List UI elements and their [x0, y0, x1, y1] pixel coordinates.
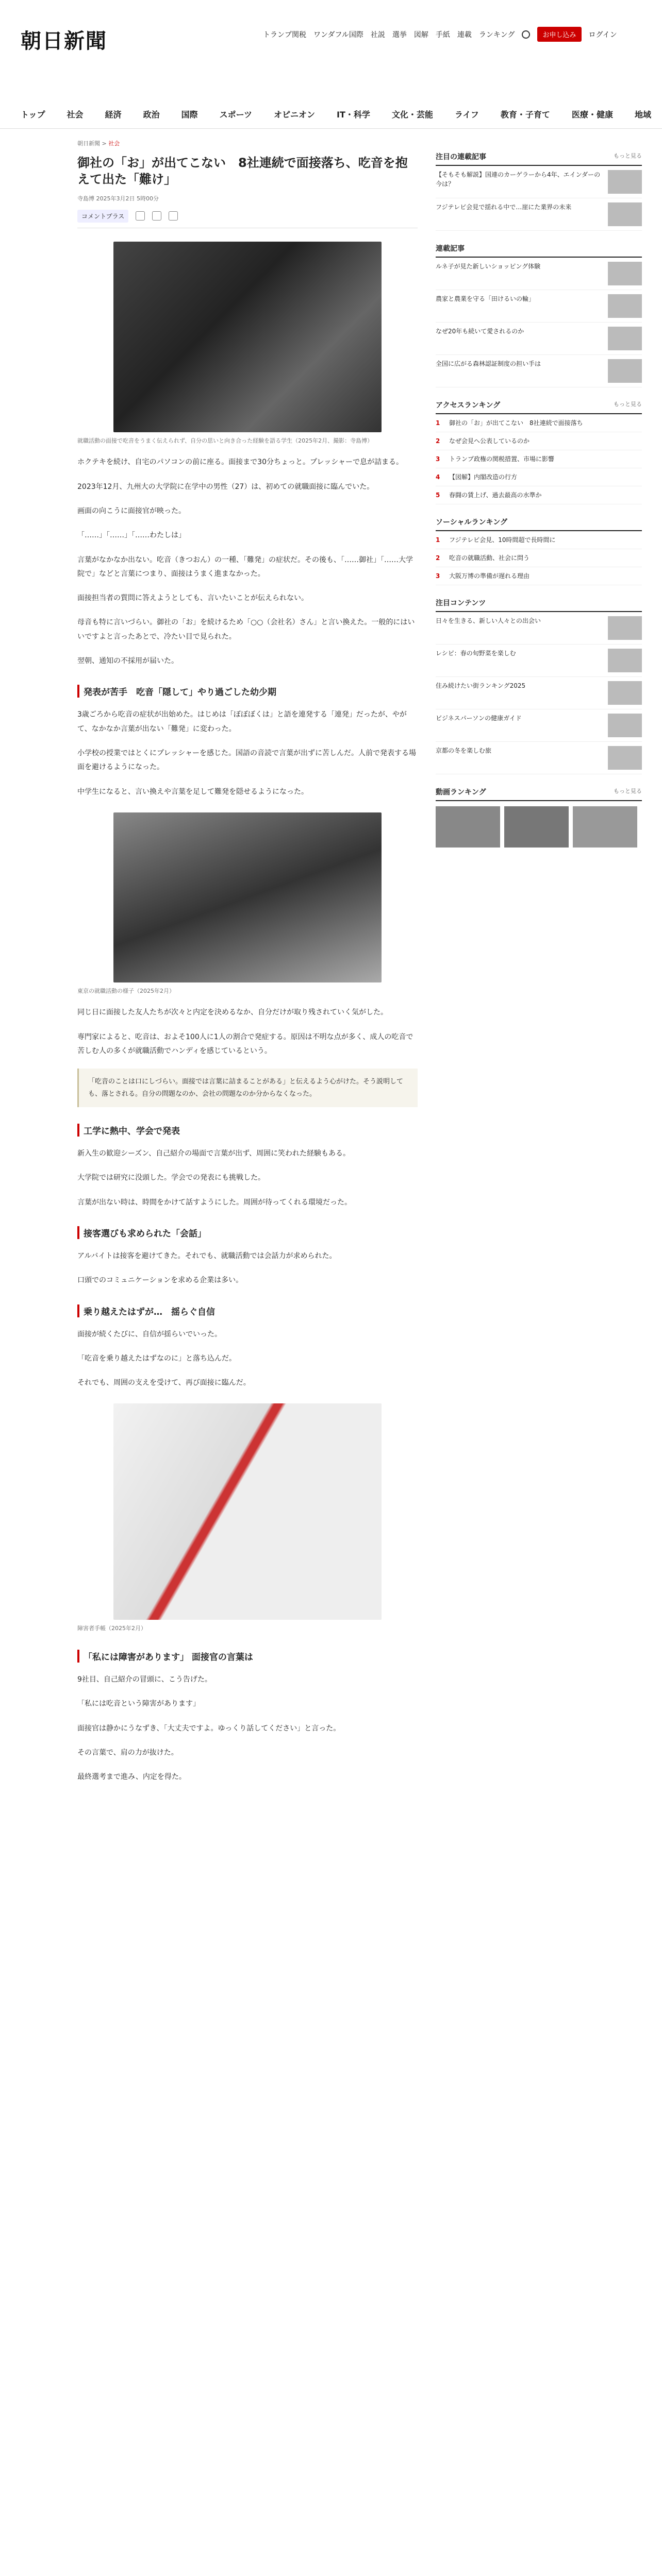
sidebar-item-label: 【そもそも解説】国連のカーゲラーから4年、エインダーの今は？ — [436, 171, 601, 188]
video-thumbnail[interactable] — [573, 806, 637, 848]
sidebar-item-label: ルネ子が見た新しいショッピング体験 — [436, 263, 541, 270]
sidebar-heading-label: ソーシャルランキング — [436, 518, 508, 527]
ranking-item[interactable] — [436, 468, 642, 486]
nav-item[interactable]: 文化・芸能 — [391, 110, 433, 120]
paragraph: ホクテキを続け、自宅のパソコンの前に座る。面接まで30分ちょっと。プレッシャーで息が詰まる。 — [77, 458, 403, 467]
sidebar-heading-label: 連載記事 — [436, 245, 465, 253]
paragraph: 「吃音を乗り越えたはずなのに」と落ち込んだ。 — [77, 1354, 236, 1363]
article-toolbar — [77, 210, 418, 228]
more-link[interactable]: もっと見る — [614, 788, 642, 794]
sidebar-heading — [436, 400, 642, 414]
subscribe-button[interactable]: お申し込み — [537, 27, 581, 42]
sidebar-heading-label: 注目の連載記事 — [436, 153, 486, 161]
paragraph: 画面の向こうに面接官が映った。 — [77, 506, 186, 515]
paragraph: 新入生の歓迎シーズン、自己紹介の場面で言葉が出ず、周囲に笑われた経験もある。 — [77, 1149, 351, 1158]
ranking-label: 御社の「お」が出てこない 8社連続で面接落ち — [449, 419, 583, 427]
sidebar-item-label: 全国に広がる森林認証制度の担い手は — [436, 360, 541, 367]
sidebar-item-label: フジテレビ会見で揺れる中で…崖にた業界の未来 — [436, 204, 572, 211]
sidebar-item[interactable] — [436, 355, 642, 387]
top-link[interactable]: 社説 — [370, 30, 385, 39]
bookmark-icon[interactable] — [152, 211, 161, 221]
paragraph: 母音も特に言いづらい。御社の「お」を続けるため「○○（会社名）さん」と言い換えた。一般的にはいいですよと言ったあとで、冷たい目で見られた。 — [77, 618, 415, 641]
paragraph: 同じ日に面接した友人たちが次々と内定を決めるなか、自分だけが取り残されていく気がした。 — [77, 1008, 388, 1017]
nav-item[interactable]: 国際 — [181, 110, 198, 120]
share-icon[interactable] — [136, 211, 145, 221]
rank-number: 1 — [436, 419, 440, 427]
thumbnail — [608, 616, 642, 640]
nav-item[interactable]: トップ — [21, 110, 45, 120]
rank-number: 3 — [436, 455, 440, 463]
sidebar-item[interactable] — [436, 290, 642, 323]
rank-number: 2 — [436, 437, 440, 445]
paragraph: 言葉が出ない時は、時間をかけて話すようにした。周囲が待ってくれる環境だった。 — [77, 1198, 352, 1207]
ranking-item[interactable] — [436, 531, 642, 549]
more-link[interactable]: もっと見る — [614, 401, 642, 408]
sidebar-item-label: 農家と農業を守る「田けるいの輪」 — [436, 295, 535, 302]
thumbnail — [608, 294, 642, 318]
sidebar-item[interactable] — [436, 677, 642, 709]
ranking-label: 【図解】内閣改造の行方 — [449, 473, 518, 481]
paragraph: 中学生になると、言い換えや言葉を足して難発を隠せるようになった。 — [77, 787, 308, 796]
paragraph: 専門家によると、吃音は、およそ100人に1人の割合で発症する。原因は不明な点が多く、成人の吃音で苦しむ人の多くが就職活動でハンディを感じているという。 — [77, 1032, 413, 1056]
sidebar-item[interactable] — [436, 612, 642, 645]
section-heading: 「私には障害があります」 面接官の言葉は — [77, 1650, 418, 1663]
breadcrumb-section[interactable]: 社会 — [108, 140, 120, 147]
paragraph: 面接が続くたびに、自信が揺らいでいった。 — [77, 1330, 222, 1338]
sidebar-item-label: 住み続けたい街ランキング2025 — [436, 682, 526, 689]
sidebar-heading — [436, 151, 642, 166]
ranking-label: トランプ政権の関税措置、市場に影響 — [449, 455, 555, 463]
paragraph: 「私には吃音という障害があります」 — [77, 1700, 200, 1708]
sidebar-heading-label: 動画ランキング — [436, 788, 486, 796]
thumbnail — [608, 170, 642, 194]
thumbnail — [608, 714, 642, 737]
sidebar-heading — [436, 787, 642, 801]
pull-quote: 「吃音のことは口にしづらい。面接では言葉に詰まることがある」と伝えるよう心がけた。そう説明しても、落とされる。自分の問題なのか、会社の問題なのか分からなくなった。 — [77, 1069, 418, 1107]
thumbnail — [608, 746, 642, 770]
paragraph: 口頭でのコミュニケーションを求める企業は多い。 — [77, 1276, 243, 1285]
thumbnail — [608, 262, 642, 285]
photo-caption: 東京の就職活動の様子（2025年2月） — [77, 987, 175, 994]
paragraph: 2023年12月、九州大の大学院に在学中の男性（27）は、初めての就職面接に臨んでいた。 — [77, 482, 374, 491]
ranking-label: 吃音の就職活動、社会に問う — [449, 554, 530, 562]
paragraph: 3歳ごろから吃音の症状が出始めた。はじめは「ぼぼぼくは」と語を連発する「連発」だったが、やがて、なかなか言葉が出ない「難発」に変わった。 — [77, 710, 407, 733]
ranking-label: フジテレビ会見、10時間超で長時間に — [449, 536, 556, 544]
photo-caption: 就職活動の面接で吃音をうまく伝えられず、自分の思いと向き合った経験を語る学生（2025年2月、撮影：寺島博） — [77, 437, 373, 444]
sidebar-heading-label: 注目コンテンツ — [436, 599, 486, 607]
sidebar-item-label: レシピ：春の旬野菜を楽しむ — [436, 650, 516, 657]
sidebar-item[interactable] — [436, 742, 642, 774]
top-link[interactable]: 連載 — [457, 30, 472, 39]
sidebar-item-label: なぜ20年も続いて愛されるのか — [436, 328, 524, 335]
login-button[interactable]: ログイン — [588, 30, 617, 39]
sidebar-item[interactable] — [436, 258, 642, 290]
section-heading: 接客選びも求められた「会話」 — [77, 1226, 418, 1239]
thumbnail — [608, 359, 642, 383]
paragraph: 面接官は静かにうなずき、「大丈夫ですよ。ゆっくり話してください」と言った。 — [77, 1724, 341, 1733]
paragraph: 翌朝、通知の不採用が届いた。 — [77, 657, 178, 666]
top-links — [263, 27, 617, 42]
nav-item[interactable]: 教育・子育て — [500, 110, 550, 120]
nav-item[interactable]: 医療・健康 — [571, 110, 613, 120]
article-photo — [113, 242, 382, 432]
nav-item[interactable]: スポーツ — [219, 110, 252, 120]
section-heading: 工学に熱中、学会で発表 — [77, 1124, 418, 1137]
ranking-item[interactable] — [436, 432, 642, 450]
article — [77, 139, 418, 1785]
article-meta: 寺島博 2025年3月2日 5時00分 — [77, 195, 159, 202]
ranking-label: 大阪万博の準備が遅れる理由 — [449, 572, 530, 580]
sidebar-item[interactable] — [436, 166, 642, 198]
rank-number: 5 — [436, 492, 440, 499]
top-link[interactable]: 選挙 — [392, 30, 407, 39]
sidebar-item-label: ビジネスパーソンの健康ガイド — [436, 715, 522, 722]
ranking-item[interactable] — [436, 549, 642, 567]
paragraph: 面接担当者の質問に答えようとしても、言いたいことが伝えられない。 — [77, 594, 308, 603]
thumbnail — [608, 202, 642, 226]
sidebar-heading-label: アクセスランキング — [436, 401, 501, 410]
site-logo[interactable]: 朝日新聞 — [21, 29, 107, 53]
main-nav — [21, 108, 651, 120]
video-thumbnail[interactable] — [436, 806, 500, 848]
sidebar-item[interactable] — [436, 645, 642, 677]
section-heading: 乗り越えたはずが… 揺らぐ自信 — [77, 1304, 418, 1317]
sidebar-item[interactable] — [436, 198, 642, 231]
nav-item[interactable]: ライフ — [454, 110, 479, 120]
paragraph: その言葉で、肩の力が抜けた。 — [77, 1748, 178, 1757]
paragraph: 「……」「……」「……わたしは」 — [77, 531, 186, 540]
sidebar-item[interactable] — [436, 709, 642, 742]
breadcrumb: 朝日新聞 > 社会 — [77, 140, 120, 147]
site-header — [0, 0, 662, 129]
paragraph: アルバイトは接客を避けてきた。それでも、就職活動では会話力が求められた。 — [77, 1251, 337, 1260]
thumbnail — [608, 681, 642, 705]
photo-caption: 障害者手帳（2025年2月） — [77, 1625, 146, 1632]
section-heading: 発表が苦手 吃音「隠して」やり過ごした幼少期 — [77, 685, 418, 698]
rank-number: 2 — [436, 554, 440, 562]
search-icon[interactable] — [522, 30, 530, 39]
sidebar — [436, 139, 642, 848]
ranking-item[interactable] — [436, 486, 642, 504]
thumbnail — [608, 327, 642, 350]
top-link[interactable]: トランプ関税 — [263, 30, 306, 39]
thumbnail — [608, 649, 642, 672]
comment-plus-button[interactable]: コメントプラス — [77, 210, 128, 223]
top-link[interactable]: 手紙 — [435, 30, 450, 39]
rank-number: 3 — [436, 572, 440, 580]
rank-number: 1 — [436, 536, 440, 544]
article-photo — [113, 1403, 382, 1620]
ranking-item[interactable] — [436, 414, 642, 432]
sidebar-heading — [436, 517, 642, 531]
nav-item[interactable]: 社会 — [67, 110, 84, 120]
nav-item[interactable]: 政治 — [143, 110, 160, 120]
paragraph: それでも、周囲の支えを受けて、再び面接に臨んだ。 — [77, 1379, 251, 1387]
paragraph: 大学院では研究に没頭した。学会での発表にも挑戦した。 — [77, 1174, 265, 1182]
article-title: 御社の「お」が出てこない 8社連続で面接落ち、吃音を抱えて出た「難け」 — [77, 156, 408, 187]
nav-item[interactable]: 経済 — [105, 110, 122, 120]
nav-item[interactable]: オピニオン — [273, 110, 315, 120]
nav-item[interactable]: IT・科学 — [336, 110, 370, 120]
paragraph: 最終選考まで進み、内定を得た。 — [77, 1773, 186, 1782]
ranking-item[interactable] — [436, 567, 642, 585]
rank-number: 4 — [436, 473, 440, 481]
top-link[interactable]: ワンダフル国際 — [313, 30, 363, 39]
paragraph: 小学校の授業ではとくにプレッシャーを感じた。国語の音読で言葉が出ずに苦しんだ。人前で発表する場面を避けるようになった。 — [77, 749, 417, 772]
top-link[interactable]: ランキング — [478, 30, 515, 39]
ranking-item[interactable] — [436, 450, 642, 468]
sidebar-heading — [436, 243, 642, 258]
breadcrumb-home[interactable]: 朝日新聞 — [77, 140, 100, 147]
paragraph: 9社目、自己紹介の冒頭に、こう告げた。 — [77, 1675, 212, 1684]
sidebar-item-label: 京都の冬を楽しむ旅 — [436, 747, 492, 754]
print-icon[interactable] — [169, 211, 178, 221]
video-carousel — [436, 806, 642, 848]
sidebar-heading — [436, 598, 642, 612]
ranking-label: なぜ会見へ公表しているのか — [449, 437, 530, 445]
sidebar-item[interactable] — [436, 323, 642, 355]
video-thumbnail[interactable] — [504, 806, 569, 848]
article-photo — [113, 812, 382, 982]
top-link[interactable]: 図解 — [413, 30, 428, 39]
sidebar-item-label: 日々を生きる、新しい人々との出会い — [436, 617, 541, 624]
paragraph: 言葉がなかなか出ない。吃音（きつおん）の一種、「難発」の症状だ。その後も、「……御社」「……大学院で」などと言葉につまり、面接はうまく進まなかった。 — [77, 555, 413, 578]
ranking-label: 春闘の賃上げ、過去最高の水準か — [449, 492, 542, 499]
more-link[interactable]: もっと見る — [614, 152, 642, 159]
nav-item[interactable]: 地域 — [634, 110, 651, 120]
